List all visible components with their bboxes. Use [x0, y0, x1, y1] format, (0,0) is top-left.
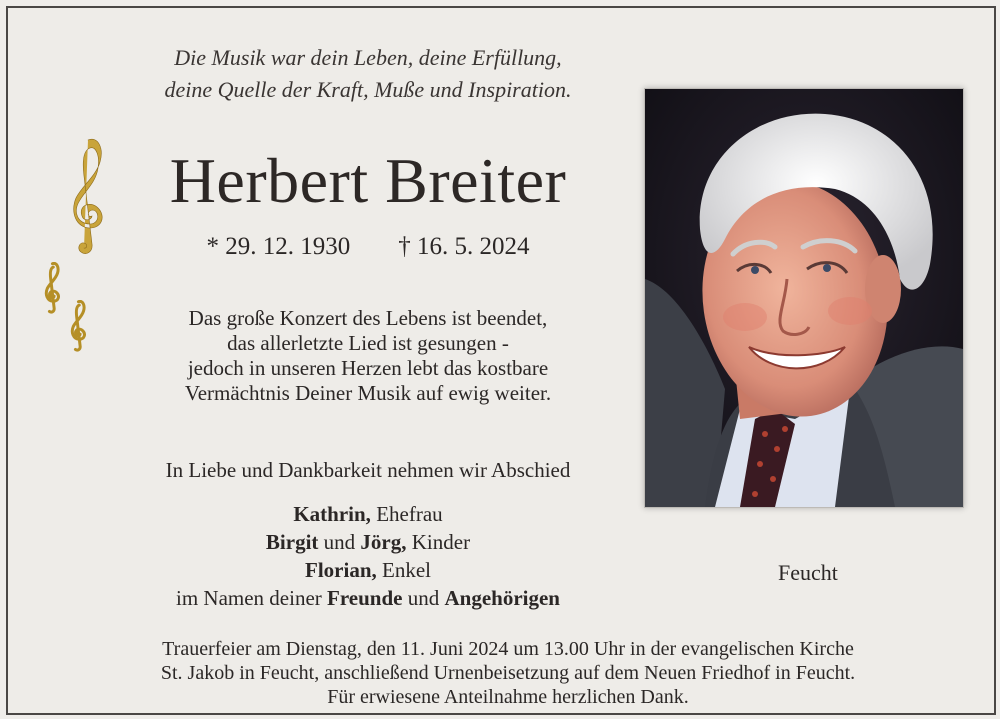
motto-line: deine Quelle der Kraft, Muße und Inspiration.	[164, 77, 572, 102]
conjunction: und	[323, 530, 356, 554]
treble-clef-icon	[40, 262, 64, 314]
deceased-name: Herbert Breiter	[169, 145, 567, 216]
motto	[108, 42, 628, 106]
poem-line: jedoch in unseren Herzen lebt das kostbare	[187, 356, 549, 380]
treble-clef-icon	[62, 136, 112, 258]
farewell-line: In Liebe und Dankbarkeit nehmen wir Abschied	[165, 458, 571, 482]
life-dates	[138, 230, 598, 264]
service-line: Für erwiesene Anteilnahme herzlichen Dank.	[327, 686, 689, 708]
funeral-service-info	[28, 637, 988, 709]
service-line: St. Jakob in Feucht, anschließend Urnenbeisetzung auf dem Neuen Friedhof in Feucht.	[160, 662, 856, 684]
conjunction: und	[407, 586, 440, 610]
closing-bold: Angehörigen	[444, 586, 560, 610]
member-role: Ehefrau	[376, 502, 443, 526]
poem-line: das allerletzte Lied ist gesungen -	[227, 331, 509, 355]
treble-clef-icon	[66, 300, 90, 352]
member-role: Enkel	[382, 558, 431, 582]
poem	[108, 306, 628, 406]
member-name: Birgit	[265, 530, 319, 554]
poem-line: Das große Konzert des Lebens ist beendet,	[188, 306, 548, 330]
portrait-photo	[644, 88, 964, 508]
member-name: Florian,	[305, 558, 377, 582]
service-line: Trauerfeier am Dienstag, den 11. Juni 2024 um 13.00 Uhr in der evangelischen Kirche	[162, 638, 854, 660]
family-list	[88, 500, 648, 612]
death-date: † 16. 5. 2024	[398, 233, 530, 260]
place-name: Feucht	[778, 560, 838, 585]
member-name: Jörg,	[360, 530, 407, 554]
birth-date: * 29. 12. 1930	[206, 233, 351, 260]
obituary-card	[6, 6, 996, 715]
motto-line: Die Musik war dein Leben, deine Erfüllung,	[174, 45, 562, 70]
closing-bold: Freunde	[327, 586, 403, 610]
family-member	[88, 556, 648, 584]
poem-line: Vermächtnis Deiner Musik auf ewig weiter.	[184, 381, 552, 405]
closing-text: im Namen deiner	[176, 586, 322, 610]
member-role: Kinder	[411, 530, 471, 554]
portrait-illustration	[645, 89, 963, 507]
family-member	[88, 500, 648, 528]
member-name: Kathrin,	[293, 502, 371, 526]
family-member	[88, 528, 648, 556]
family-closing	[88, 584, 648, 612]
